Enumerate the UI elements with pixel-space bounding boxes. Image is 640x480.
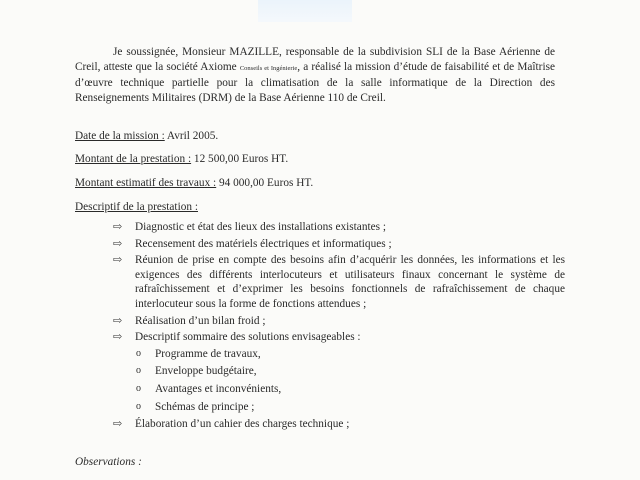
prestation-list	[75, 220, 565, 432]
sub-item-text: Schémas de principe ;	[155, 400, 255, 413]
circle-bullet-icon: o	[136, 365, 141, 377]
list-item	[75, 330, 565, 345]
circle-bullet-icon: o	[136, 382, 141, 394]
circle-bullet-icon: o	[136, 400, 141, 412]
mission-date	[75, 129, 218, 144]
descriptif-heading	[75, 200, 198, 215]
observations-heading: Observations :	[75, 456, 142, 468]
list-item	[75, 417, 565, 432]
mission-date-value: Avril 2005.	[164, 130, 219, 142]
sub-item-text: Enveloppe budgétaire,	[155, 365, 257, 378]
arrow-icon: ⇨	[113, 418, 123, 431]
works-estimate-label: Montant estimatif des travaux :	[75, 177, 217, 189]
sub-item-text: Avantages et inconvénients,	[155, 382, 282, 395]
list-item-text: Diagnostic et état des lieux des installations existantes ;	[135, 221, 386, 233]
intro-text-2: , a réalisé la mission d’étude de faisabilité et de Maîtrise d’œuvre technique partielle pour la climatisation de la salle informatique de la Direction des Renseignements Militaires (DRM) de la Base Aérienne 110 de Creil.	[75, 61, 555, 104]
works-estimate	[75, 176, 313, 191]
list-item-text: Élaboration d’un cahier des charges technique ;	[135, 418, 350, 431]
sub-item	[75, 364, 565, 379]
list-item	[75, 314, 565, 329]
intro-company-subtitle: Conseils et Ingénierie	[239, 65, 298, 72]
sub-item	[75, 382, 565, 397]
arrow-icon: ⇨	[113, 331, 123, 344]
sub-item	[75, 400, 565, 415]
list-item-text: Descriptif sommaire des solutions envisageables :	[135, 331, 361, 344]
works-estimate-value: 94 000,00 Euros HT.	[216, 177, 314, 189]
sub-item-text: Programme de travaux,	[155, 347, 261, 360]
arrow-icon: ⇨	[113, 237, 123, 250]
prestation-amount-value: 12 500,00 Euros HT.	[191, 153, 289, 165]
arrow-icon: ⇨	[113, 254, 123, 267]
mission-date-label: Date de la mission :	[75, 130, 165, 142]
intro-paragraph	[75, 45, 555, 106]
list-item-text: Recensement des matériels électriques et informatiques ;	[135, 237, 392, 250]
sub-item	[75, 347, 565, 362]
descriptif-label: Descriptif de la prestation :	[75, 201, 198, 213]
prestation-amount-label: Montant de la prestation :	[75, 153, 192, 165]
list-item	[75, 253, 565, 311]
list-item-text: Réalisation d’un bilan froid ;	[135, 314, 266, 327]
arrow-icon: ⇨	[113, 314, 123, 327]
intro-text-1: Je soussignée, Monsieur MAZILLE, responsable de la subdivision SLI de la Base Aérienne de Creil, atteste que la société Axiome	[75, 46, 555, 73]
list-item	[75, 237, 565, 252]
header-stamp	[258, 0, 352, 22]
circle-bullet-icon: o	[136, 347, 141, 359]
list-item-text: Réunion de prise en compte des besoins afin d’acquérir les données, les informations et les exigences des différents interlocuteurs et utilisateurs finaux concernant le système de rafraîchissement et d’exprimer les besoins fonctionnels de rafraîchissement de chaque interlocuteur sous la forme de fonctions attendues ;	[135, 254, 565, 310]
prestation-amount	[75, 152, 288, 167]
arrow-icon: ⇨	[113, 221, 123, 233]
list-item	[75, 220, 565, 235]
